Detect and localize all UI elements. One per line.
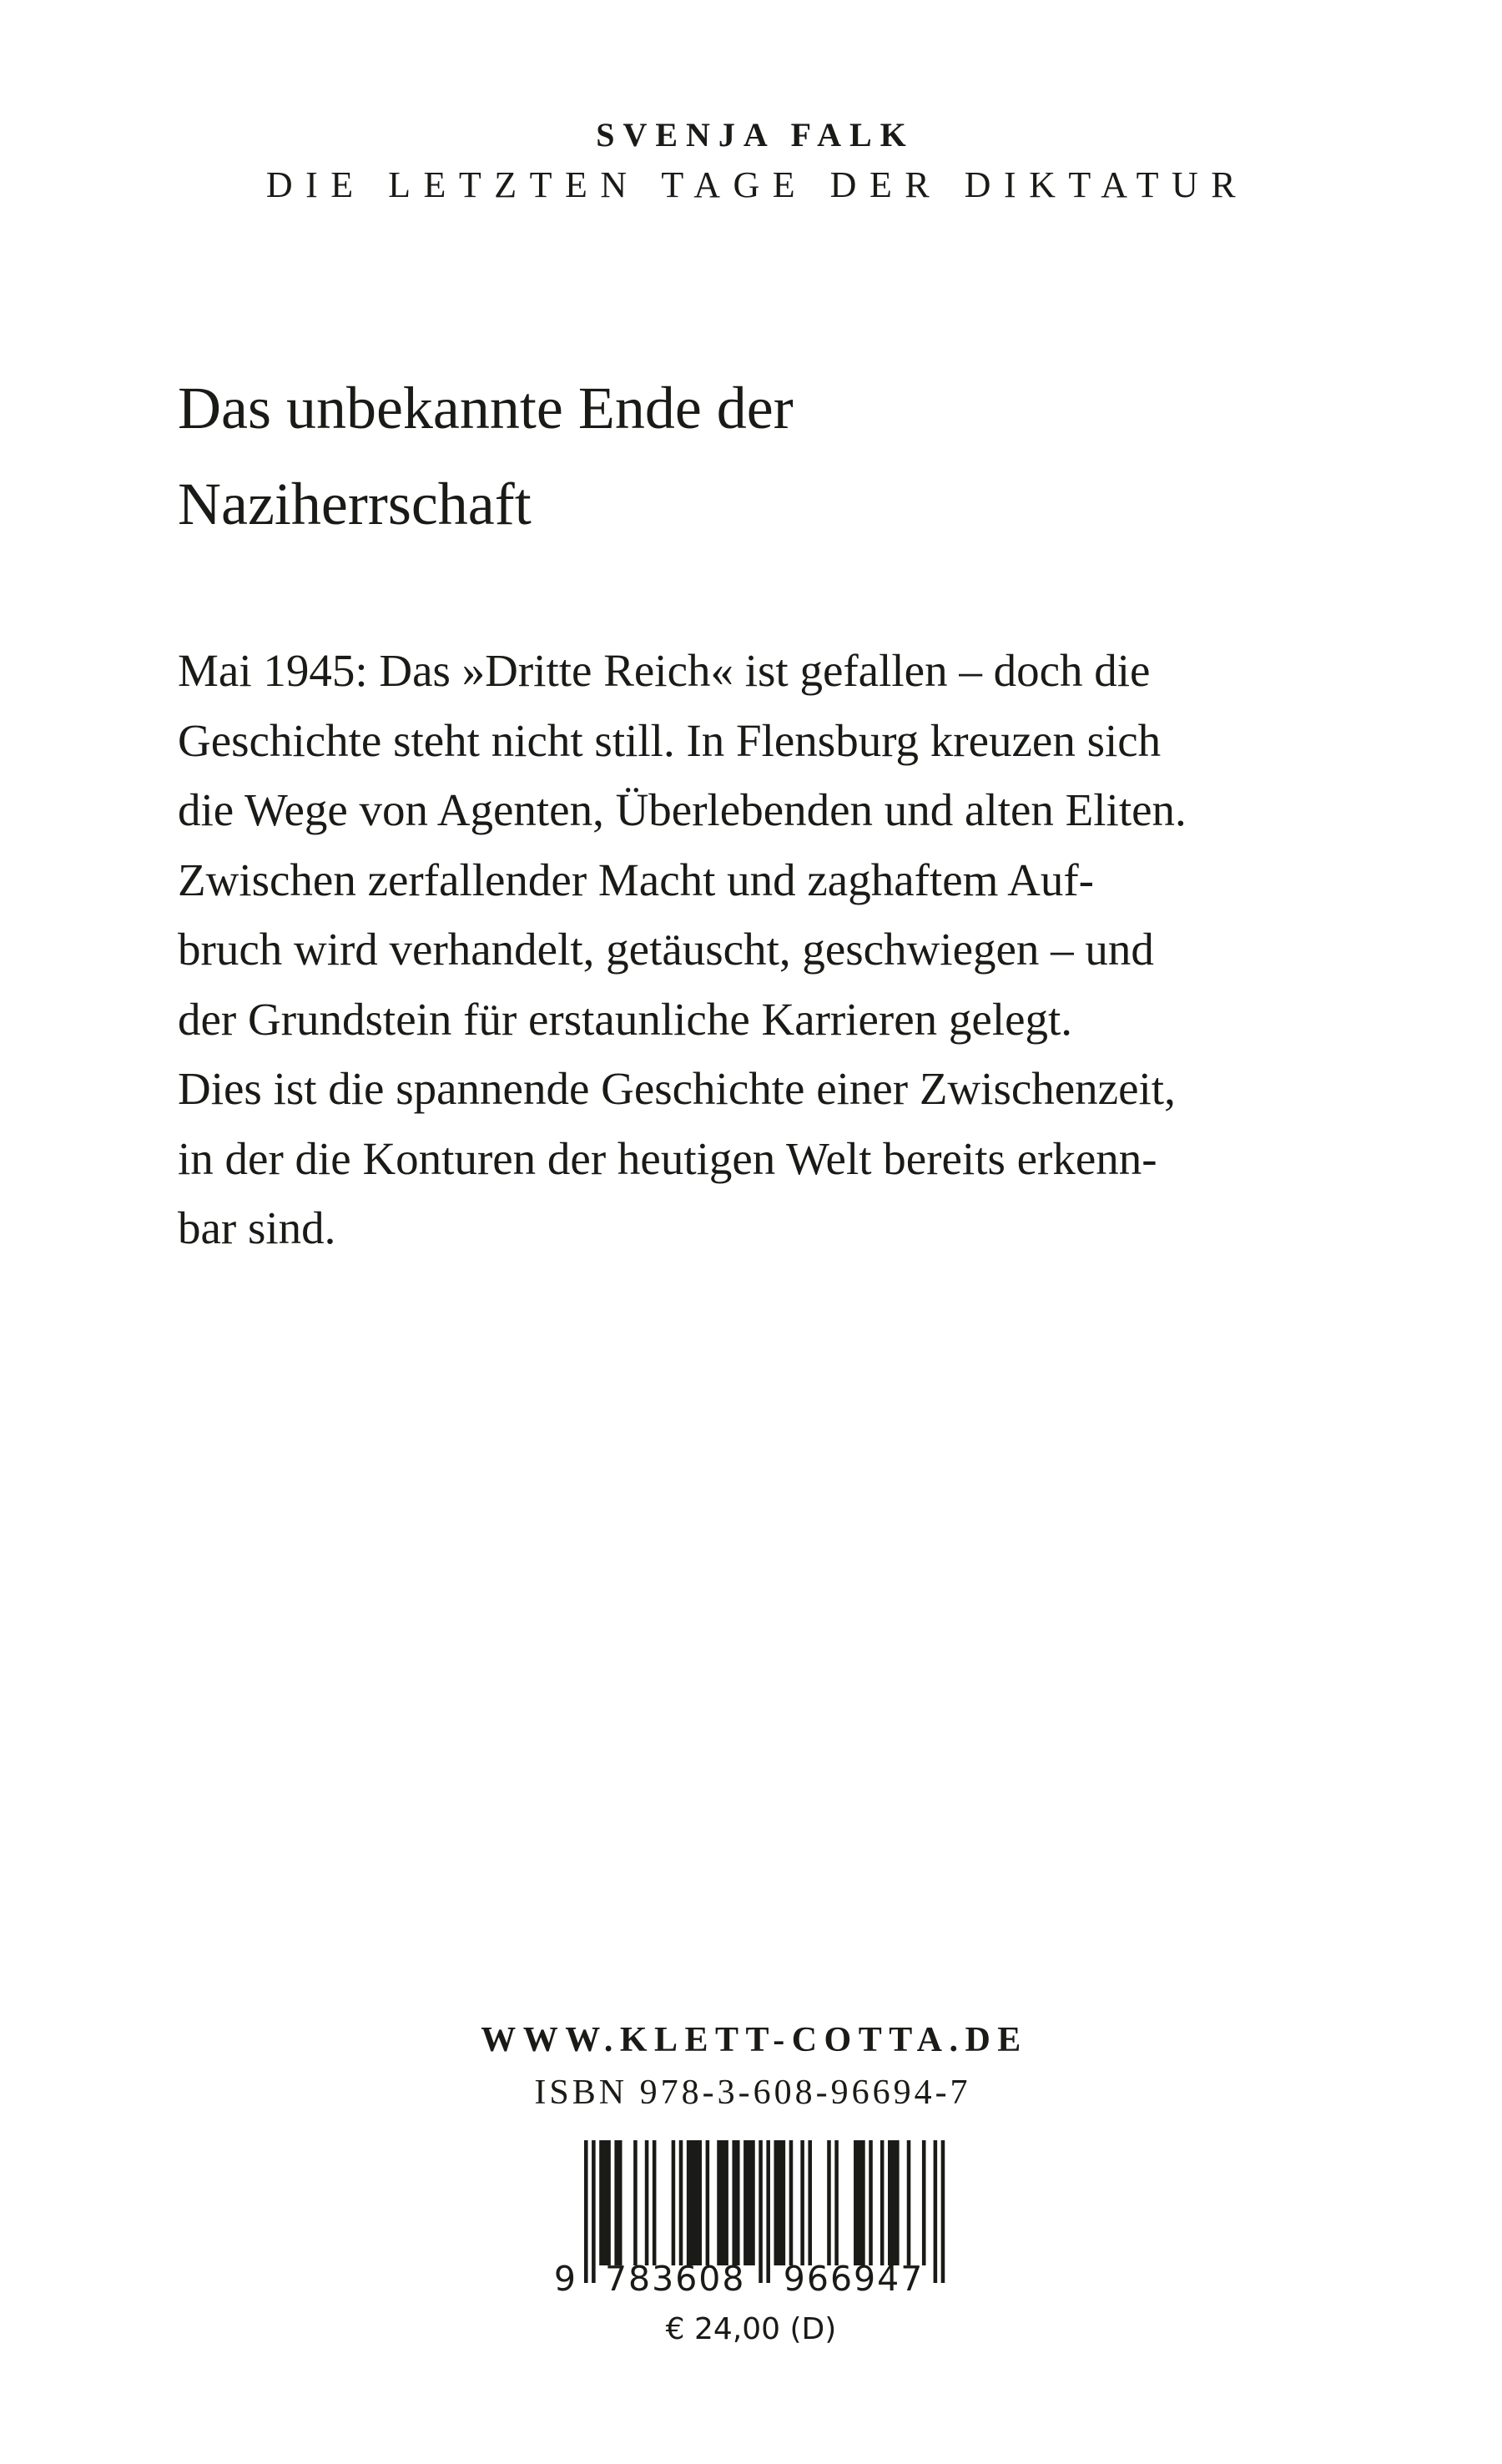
- author-name: SVENJA FALK: [596, 116, 915, 154]
- publisher-website: WWW.KLETT-COTTA.DE: [481, 2021, 1028, 2059]
- svg-text:966947: 966947: [783, 2259, 925, 2299]
- isbn-number: ISBN 978-3-608-96694-7: [534, 2073, 971, 2112]
- blurb-line: Zwischen zerfallender Macht und zaghaftem Auf-: [178, 854, 1094, 905]
- barcode-graphic: [551, 2136, 951, 2303]
- blurb-line: Dies ist die spannende Geschichte einer Zwischenzeit,: [178, 1063, 1176, 1114]
- headline-line: Das unbekannte Ende der: [178, 375, 794, 441]
- blurb-line: in der die Konturen der heutigen Welt bereits erkenn-: [178, 1132, 1157, 1184]
- headline: [178, 360, 1346, 552]
- blurb-line: der Grundstein für erstaunliche Karrieren gelegt.: [178, 993, 1073, 1045]
- blurb-line: bar sind.: [178, 1202, 336, 1253]
- ean-barcode: [551, 2136, 951, 2303]
- svg-text:9: 9: [553, 2259, 576, 2299]
- blurb-line: Mai 1945: Das »Dritte Reich« ist gefallen – doch die: [178, 645, 1151, 696]
- svg-text:783608: 783608: [604, 2259, 746, 2299]
- price-label: € 24,00 (D): [665, 2312, 837, 2346]
- book-title: DIE LETZTEN TAGE DER DIKTATUR: [265, 164, 1249, 205]
- blurb-paragraph: [178, 636, 1329, 1263]
- blurb-line: die Wege von Agenten, Überlebenden und alten Eliten.: [178, 784, 1187, 835]
- blurb-line: bruch wird verhandelt, getäuscht, geschwiegen – und: [178, 924, 1154, 975]
- headline-line: Naziherrschaft: [178, 471, 532, 537]
- blurb-line: Geschichte steht nicht still. In Flensburg kreuzen sich: [178, 714, 1162, 766]
